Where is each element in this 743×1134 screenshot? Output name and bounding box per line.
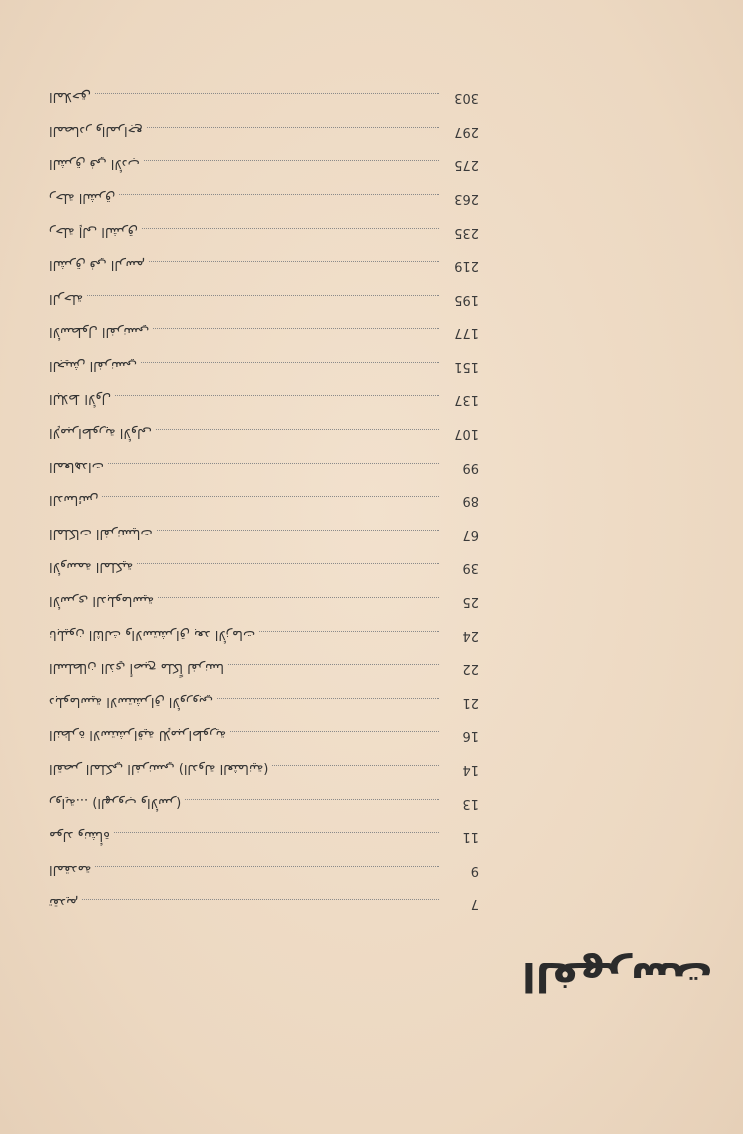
dotted-leader — [228, 664, 439, 666]
dotted-leader — [144, 160, 439, 162]
toc-entry — [49, 223, 479, 257]
toc-entry — [49, 794, 479, 828]
toc-page-number: 22 — [462, 661, 479, 677]
toc-entry-title: القصر الملكي الفرنسي (الدولة العثمانية) — [49, 761, 269, 777]
toc-entry — [49, 626, 479, 660]
toc-entry-title: الأسرى الدبلوماسية — [49, 593, 155, 609]
toc-entry — [49, 424, 479, 458]
toc-entry — [49, 726, 479, 760]
page-title: الفهرست — [522, 953, 713, 999]
toc-page-number: 107 — [454, 426, 479, 442]
toc-entry — [49, 391, 479, 425]
dotted-leader — [114, 832, 439, 834]
toc-page-number: 9 — [470, 862, 479, 878]
toc-page-number: 89 — [462, 493, 479, 509]
toc-entry — [49, 155, 479, 189]
toc-page-number: 7 — [470, 896, 479, 912]
toc-page-number: 235 — [454, 224, 479, 240]
toc-page-number: 39 — [462, 560, 479, 576]
toc-page-number: 24 — [462, 627, 479, 643]
toc-page-number: 151 — [454, 358, 479, 374]
toc-entry-title: الملكات الفرنسيات — [49, 525, 153, 541]
toc-entry-title: الشرق في الرسم — [49, 257, 146, 273]
dotted-leader — [137, 563, 439, 565]
dotted-leader — [147, 127, 439, 129]
dotted-leader — [108, 463, 439, 465]
dotted-leader — [217, 698, 439, 700]
toc-entry — [49, 491, 479, 525]
toc-entry-title: المعاهدات — [49, 458, 104, 474]
toc-entry-title: النظرة الاستشراقية للإمبراطورية — [49, 727, 227, 743]
dotted-leader — [156, 429, 439, 431]
dotted-leader — [95, 93, 439, 95]
toc-entry — [49, 88, 479, 122]
dotted-leader — [157, 530, 439, 532]
dotted-leader — [272, 765, 439, 767]
dotted-leader — [153, 328, 439, 330]
dotted-leader — [82, 899, 439, 901]
toc-entry-title: البلاط الأول — [49, 391, 112, 407]
toc-entry-title: الرحلة — [49, 290, 84, 306]
toc-entry-title: مولد ونشأة — [49, 828, 110, 844]
toc-page-number: 99 — [462, 459, 479, 475]
toc-entry-title: الجيش الفرنسي — [49, 357, 137, 373]
toc-entry — [49, 323, 479, 357]
toc-page-number: 219 — [454, 258, 479, 274]
toc-page-number: 177 — [454, 325, 479, 341]
toc-entry — [49, 861, 479, 895]
dotted-leader — [102, 496, 439, 498]
toc-page-number: 195 — [454, 291, 479, 307]
toc-entry-title: السلطان الذي أصبح ملكاً لفرنسا — [49, 660, 225, 676]
dotted-leader — [95, 866, 439, 868]
toc-entry — [49, 458, 479, 492]
toc-page-number: 67 — [462, 526, 479, 542]
toc-entry-title: رحلة إلى الشرق — [49, 223, 138, 239]
toc-entry — [49, 827, 479, 861]
toc-page-number: 25 — [462, 594, 479, 610]
toc-entry-title: الدسائس — [49, 492, 99, 508]
dotted-leader — [149, 261, 439, 263]
toc-page-number: 16 — [462, 728, 479, 744]
toc-list — [49, 88, 479, 928]
toc-entry-title: نابليون الثالث والاستشراق بعد الأزمات — [49, 626, 256, 642]
toc-page-number: 13 — [462, 795, 479, 811]
toc-entry-title: الإمبراطورية الأولى — [49, 425, 152, 441]
toc-page-number: 275 — [454, 157, 479, 173]
toc-page-number: 263 — [454, 190, 479, 206]
dotted-leader — [115, 396, 439, 398]
toc-entry-title: الملاحق — [49, 89, 91, 105]
toc-entry-title: الأسطول الفرنسي — [49, 324, 150, 340]
toc-page-number: 137 — [454, 392, 479, 408]
toc-entry-title: المصادر والمراجع — [49, 122, 143, 138]
toc-entry-title: المقدمة — [49, 861, 92, 877]
toc-entry — [49, 894, 479, 928]
toc-page-number: 11 — [462, 829, 479, 845]
toc-entry-title: رحلة الشرق — [49, 189, 116, 205]
toc-entry — [49, 290, 479, 324]
toc-page-number: 303 — [454, 90, 479, 106]
toc-entry — [49, 760, 479, 794]
dotted-leader — [185, 799, 439, 801]
dotted-leader — [119, 194, 439, 196]
toc-entry — [49, 659, 479, 693]
toc-page-number: 297 — [454, 123, 479, 139]
dotted-leader — [87, 295, 439, 297]
toc-entry — [49, 592, 479, 626]
toc-entry-title: الشرق في الأدب — [49, 156, 140, 172]
toc-entry — [49, 256, 479, 290]
toc-entry — [49, 525, 479, 559]
toc-entry-title: تقديم — [49, 895, 79, 911]
toc-entry-title: دبلوماسية الاستشراق الأوروبي — [49, 693, 214, 709]
toc-entry — [49, 122, 479, 156]
toc-page-number: 14 — [462, 762, 479, 778]
dotted-leader — [259, 631, 439, 633]
toc-entry-title: رواية... (الهروب والأسر) — [49, 794, 182, 810]
toc-entry — [49, 693, 479, 727]
dotted-leader — [230, 731, 439, 733]
toc-entry — [49, 189, 479, 223]
dotted-leader — [141, 362, 439, 364]
toc-page-number: 21 — [462, 694, 479, 710]
toc-entry-title: الأوسمة الملكية — [49, 559, 134, 575]
dotted-leader — [142, 228, 439, 230]
toc-entry — [49, 357, 479, 391]
dotted-leader — [158, 597, 439, 599]
toc-entry — [49, 558, 479, 592]
